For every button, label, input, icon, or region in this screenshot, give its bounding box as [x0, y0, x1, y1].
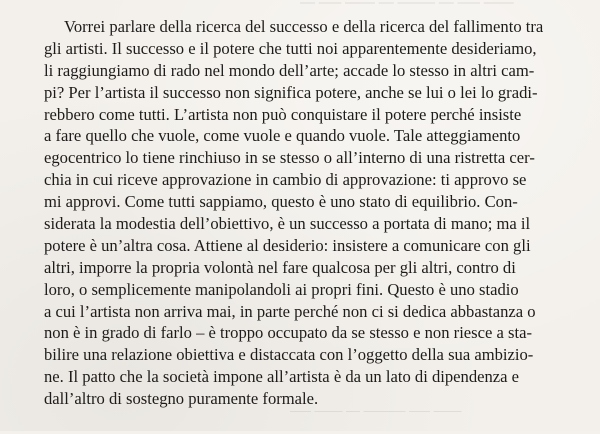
paragraph-line: potere è un’altra cosa. Attiene al desiderio: insistere a comunicare con gli — [44, 235, 531, 255]
paragraph-line: bilire una relazione obiettiva e distaccata con l’oggetto della sua ambizio- — [44, 345, 534, 365]
paragraph-line: altri, imporre la propria volontà nel fare qualcosa per gli altri, contro di — [44, 257, 516, 277]
paragraph-line: dall’altro di sostegno puramente formale. — [44, 389, 319, 409]
paragraph-line: non è in grado di farlo – è troppo occupato da se stesso e non riesce a sta- — [44, 323, 532, 343]
paragraph-line: mi approvi. Come tutti sappiamo, questo è uno stato di equilibrio. Con- — [44, 192, 518, 212]
paragraph-line: egocentrico lo tiene rinchiuso in se stesso o all’interno di una ristretta cer- — [44, 148, 535, 168]
paragraph-line: rebbero come tutti. L’artista non può conquistare il potere perché insiste — [44, 104, 522, 124]
show-through-text-top: ⎯⎯ ⎯⎯⎯ ⎯⎯⎯⎯ ⎯⎯ ⎯⎯⎯⎯⎯ ⎯⎯ ⎯⎯⎯ ⎯⎯⎯⎯ — [300, 0, 514, 10]
paragraph-line: gli artisti. Il successo e il potere che tutti noi apparentemente desideriamo, — [44, 38, 537, 58]
paragraph-line: a cui l’artista non arriva mai, in parte perché non ci si dedica abbastanza o — [44, 301, 536, 321]
paragraph-line: chia in cui riceve approvazione in cambio di approvazione: ti approvo se — [44, 170, 527, 190]
show-through-text-bottom: ⎯⎯⎯ ⎯⎯⎯⎯ ⎯⎯ ⎯⎯⎯⎯⎯⎯ ⎯⎯⎯ ⎯⎯⎯⎯ — [290, 404, 462, 419]
body-paragraph — [44, 16, 596, 410]
paragraph-line: li raggiungiamo di rado nel mondo dell’arte; accade lo stesso in altri cam- — [44, 60, 535, 80]
paragraph-line: Vorrei parlare della ricerca del successo e della ricerca del fallimento tra — [64, 17, 544, 36]
paragraph-line: siderata la modestia dell’obiettivo, è un successo a portata di mano; ma il — [44, 214, 531, 234]
paragraph-line: a fare quello che vuole, come vuole e quando vuole. Tale atteggiamento — [44, 126, 521, 146]
paragraph-line: pi? Per l’artista il successo non significa potere, anche se lui o lei lo gradi- — [44, 82, 538, 102]
paragraph-line: loro, o semplicemente manipolandoli ai propri fini. Questo è uno stadio — [44, 279, 519, 299]
paragraph-line: ne. Il patto che la società impone all’artista è da un lato di dipendenza e — [44, 367, 520, 387]
